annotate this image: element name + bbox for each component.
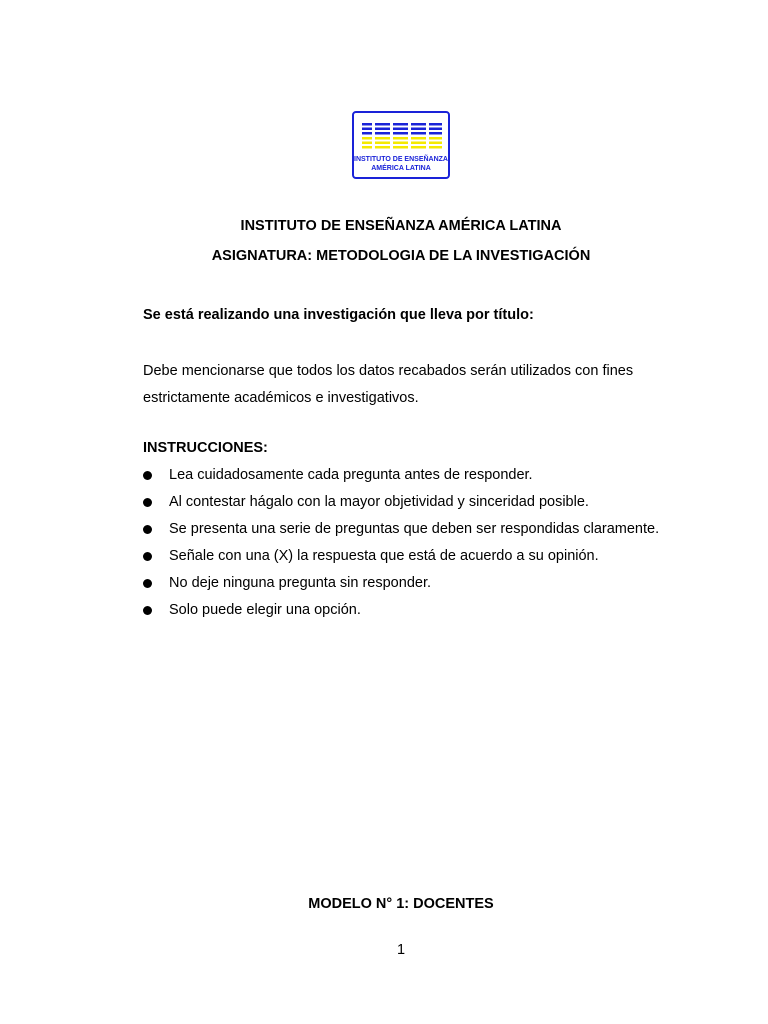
instructions-list <box>143 462 661 624</box>
bullet-icon <box>143 552 152 561</box>
subject-title: ASIGNATURA: METODOLOGIA DE LA INVESTIGACIÓN <box>211 248 591 264</box>
ipeal-logo-mark <box>360 120 444 154</box>
list-item: Lea cuidadosamente cada pregunta antes de responder. <box>143 462 661 489</box>
institution-title: INSTITUTO DE ENSEÑANZA AMÉRICA LATINA <box>240 218 562 234</box>
list-item: No deje ninguna pregunta sin responder. <box>143 570 661 597</box>
bullet-icon <box>143 525 152 534</box>
intro-paragraph: Debe mencionarse que todos los datos recabados serán utilizados con fines estrictamente académicos e investigativos. <box>143 363 634 406</box>
logo-line-1: INSTITUTO DE ENSEÑANZA <box>354 156 448 163</box>
instructions-title: INSTRUCCIONES: <box>143 440 268 456</box>
list-item: Señale con una (X) la respuesta que está de acuerdo a su opinión. <box>143 543 661 570</box>
logo-line-2: AMÉRICA LATINA <box>371 165 431 172</box>
bullet-icon <box>143 471 152 480</box>
page-number: 1 <box>396 942 406 958</box>
bullet-icon <box>143 498 152 507</box>
research-lead: Se está realizando una investigación que lleva por título: <box>143 307 534 323</box>
bullet-icon <box>143 606 152 615</box>
bullet-icon <box>143 579 152 588</box>
list-item: Solo puede elegir una opción. <box>143 597 661 624</box>
list-item: Se presenta una serie de preguntas que deben ser respondidas claramente. <box>143 516 661 543</box>
model-heading: MODELO N° 1: DOCENTES <box>308 896 494 912</box>
institution-logo <box>352 111 450 179</box>
list-item: Al contestar hágalo con la mayor objetividad y sinceridad posible. <box>143 489 661 516</box>
